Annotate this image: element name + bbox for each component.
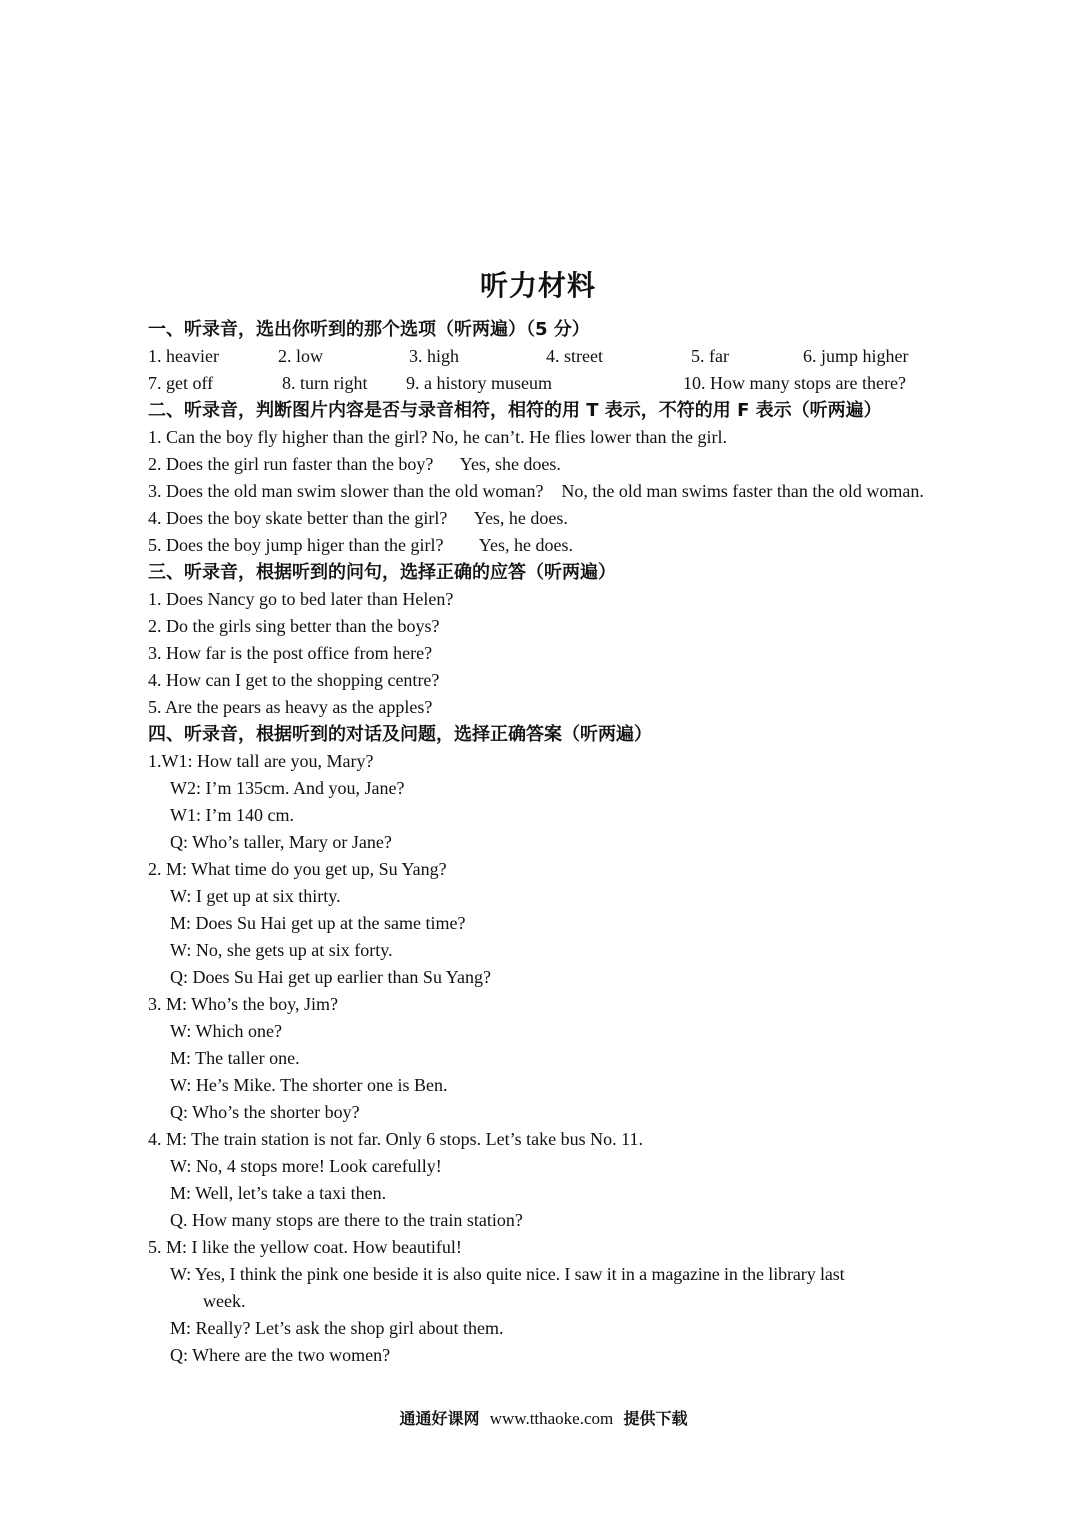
dialogue-1-question: Q: Who’s taller, Mary or Jane? xyxy=(170,832,392,852)
section2-item: 3. Does the old man swim slower than the old woman? No, the old man swims faster than the old woman. xyxy=(148,481,924,501)
section3-heading: 三、听录音，根据听到的问句，选择正确的应答（听两遍） xyxy=(148,562,616,583)
section2-item: 2. Does the girl run faster than the boy? Yes, she does. xyxy=(148,454,561,474)
dialogue-2-question: Q: Does Su Hai get up earlier than Su Yang? xyxy=(170,967,491,987)
dialogue-2-line: W: No, she gets up at six forty. xyxy=(170,940,393,960)
page-title: 听力材料 xyxy=(479,269,596,302)
option-3: 3. high xyxy=(409,346,460,366)
section2-item: 5. Does the boy jump higer than the girl? Yes, he does. xyxy=(148,535,573,555)
dialogue-3-line: M: The taller one. xyxy=(170,1048,300,1068)
dialogue-4-question: Q. How many stops are there to the train station? xyxy=(170,1210,523,1230)
dialogue-2-line: M: Does Su Hai get up at the same time? xyxy=(170,913,466,933)
dialogue-1-line: W1: I’m 140 cm. xyxy=(170,805,294,825)
section2-item: 1. Can the boy fly higher than the girl? No, he can’t. He flies lower than the girl. xyxy=(148,427,728,447)
option-5: 5. far xyxy=(691,346,729,366)
option-8: 8. turn right xyxy=(282,373,368,393)
section1-heading: 一、听录音，选出你听到的那个选项（听两遍）（5 分） xyxy=(148,319,590,340)
option-2: 2. low xyxy=(278,346,323,366)
option-1: 1. heavier xyxy=(148,346,219,366)
dialogue-5-line: M: Really? Let’s ask the shop girl about them. xyxy=(170,1318,504,1338)
option-9: 9. a history museum xyxy=(406,373,552,393)
dialogue-1-line: 1.W1: How tall are you, Mary? xyxy=(148,751,374,771)
footer-site-name: 通通好课网 xyxy=(399,1409,480,1428)
dialogue-5-line-cont: week. xyxy=(203,1291,246,1311)
option-10: 10. How many stops are there? xyxy=(683,373,906,393)
option-7: 7. get off xyxy=(148,373,214,393)
dialogue-3-line: 3. M: Who’s the boy, Jim? xyxy=(148,994,338,1014)
dialogue-5-question: Q: Where are the two women? xyxy=(170,1345,391,1365)
dialogue-5-line: 5. M: I like the yellow coat. How beautiful! xyxy=(148,1237,462,1257)
footer-url[interactable]: www.tthaoke.com xyxy=(489,1409,614,1428)
section3-item: 2. Do the girls sing better than the boys? xyxy=(148,616,440,636)
section1-options-row2 xyxy=(148,370,1033,397)
dialogue-1-line: W2: I’m 135cm. And you, Jane? xyxy=(170,778,405,798)
dialogue-3-line: W: Which one? xyxy=(170,1021,282,1041)
section2-item: 4. Does the boy skate better than the girl? Yes, he does. xyxy=(148,508,568,528)
section4-heading: 四、听录音，根据听到的对话及问题，选择正确答案（听两遍） xyxy=(148,724,652,745)
document-body xyxy=(148,316,1033,1369)
dialogue-4-line: 4. M: The train station is not far. Only 6 stops. Let’s take bus No. 11. xyxy=(148,1129,643,1149)
dialogue-4-line: W: No, 4 stops more! Look carefully! xyxy=(170,1156,442,1176)
dialogue-2-line: 2. M: What time do you get up, Su Yang? xyxy=(148,859,447,879)
dialogue-3-question: Q: Who’s the shorter boy? xyxy=(170,1102,360,1122)
dialogue-2-line: W: I get up at six thirty. xyxy=(170,886,341,906)
option-4: 4. street xyxy=(546,346,603,366)
section3-item: 5. Are the pears as heavy as the apples? xyxy=(148,697,433,717)
section2-heading: 二、听录音，判断图片内容是否与录音相符，相符的用 T 表示，不符的用 F 表示（听两遍） xyxy=(148,400,882,421)
footer-suffix: 提供下载 xyxy=(623,1409,688,1428)
section3-item: 1. Does Nancy go to bed later than Helen? xyxy=(148,589,454,609)
dialogue-3-line: W: He’s Mike. The shorter one is Ben. xyxy=(170,1075,448,1095)
dialogue-4-line: M: Well, let’s take a taxi then. xyxy=(170,1183,387,1203)
section1-options-row1 xyxy=(148,343,1033,370)
section3-item: 3. How far is the post office from here? xyxy=(148,643,433,663)
page-footer xyxy=(0,1406,1087,1429)
option-6: 6. jump higher xyxy=(803,346,909,366)
section3-item: 4. How can I get to the shopping centre? xyxy=(148,670,440,690)
dialogue-5-line: W: Yes, I think the pink one beside it is also quite nice. I saw it in a magazine in the library last xyxy=(170,1264,845,1284)
